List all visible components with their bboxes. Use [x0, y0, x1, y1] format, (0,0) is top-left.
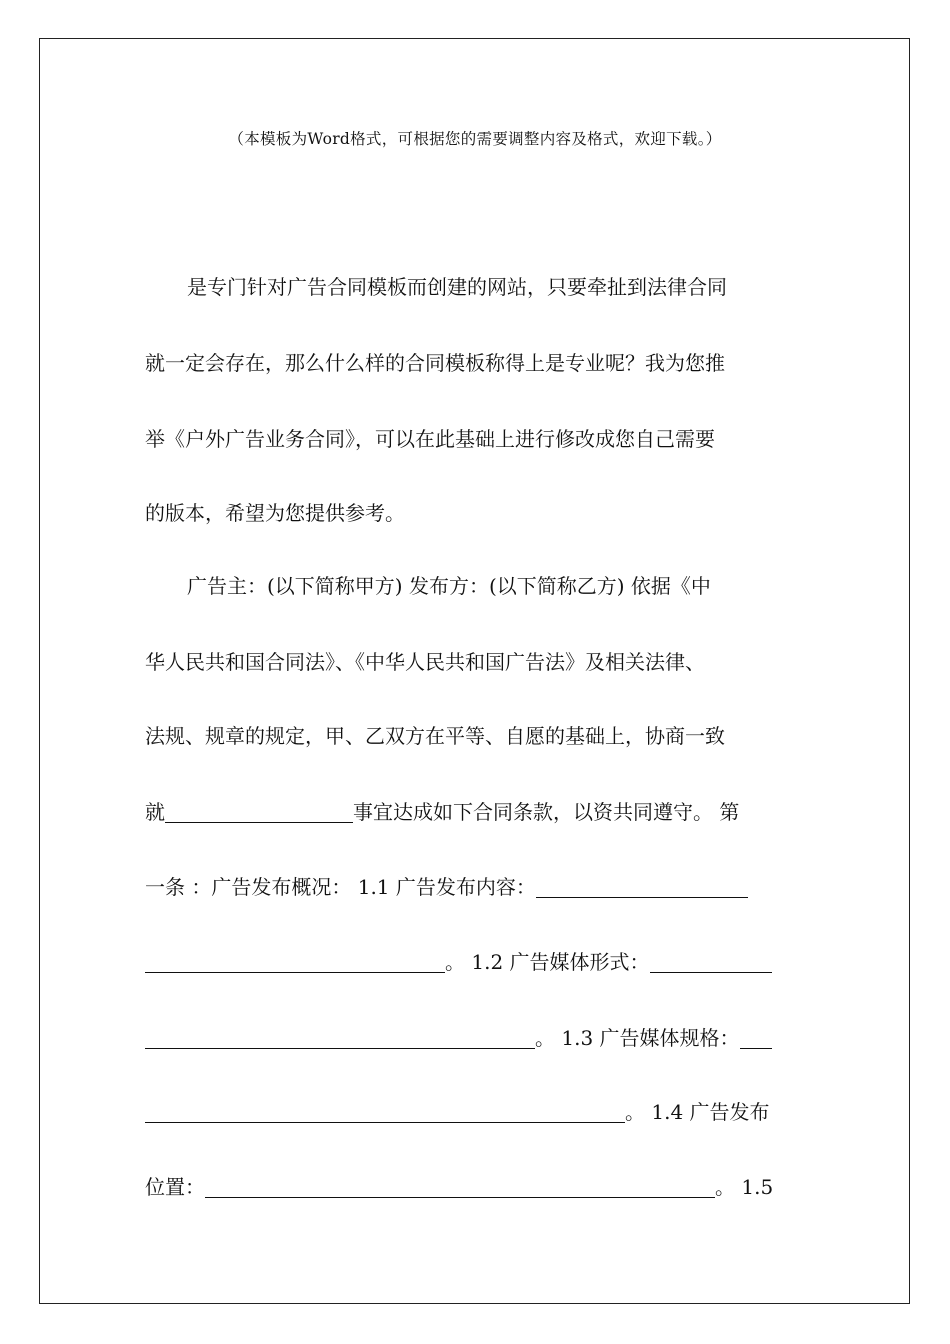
line-8-prefix: 就 — [145, 800, 165, 824]
body-line-10 — [145, 947, 805, 977]
fill-blank-media-form[interactable] — [650, 950, 772, 973]
line-13-prefix: 位置： — [145, 1175, 205, 1199]
fill-blank-ad-content[interactable] — [536, 875, 748, 898]
line-12-text: 。 1.4 广告发布 — [625, 1100, 770, 1124]
body-line-4: 的版本，希望为您提供参考。 — [145, 501, 405, 525]
body-line-9 — [145, 872, 805, 902]
body-line-11 — [145, 1023, 805, 1053]
body-line-6: 华人民共和国合同法》、《中华人民共和国广告法》及相关法律、 — [145, 650, 705, 674]
line-8-suffix: 事宜达成如下合同条款，以资共同遵守。 第 — [353, 800, 740, 824]
line-11-text: 。 1.3 广告媒体规格： — [535, 1026, 740, 1050]
body-line-5: 广告主：(以下简称甲方) 发布方：(以下简称乙方) 依据《中 — [187, 574, 711, 598]
fill-blank-subject[interactable] — [165, 800, 353, 823]
line-10-text: 。 1.2 广告媒体形式： — [445, 950, 650, 974]
template-note: （本模板为Word格式，可根据您的需要调整内容及格式，欢迎下载。） — [228, 130, 722, 148]
body-line-8 — [145, 797, 805, 827]
body-line-3: 举《户外广告业务合同》，可以在此基础上进行修改成您自己需要 — [145, 427, 715, 451]
line-13-suffix: 。 1.5 — [715, 1175, 774, 1199]
fill-blank-media-form-cont[interactable] — [145, 1026, 535, 1049]
body-line-13 — [145, 1172, 805, 1202]
fill-blank-media-spec-cont[interactable] — [145, 1100, 625, 1123]
body-line-2: 就一定会存在，那么什么样的合同模板称得上是专业呢？我为您推 — [145, 351, 725, 375]
body-line-1: 是专门针对广告合同模板而创建的网站，只要牵扯到法律合同 — [187, 275, 727, 299]
fill-blank-ad-content-cont[interactable] — [145, 950, 445, 973]
line-9-text: 一条 ：广告发布概况： 1.1 广告发布内容： — [145, 875, 536, 899]
fill-blank-location[interactable] — [205, 1175, 715, 1198]
body-line-12 — [145, 1097, 805, 1127]
fill-blank-media-spec[interactable] — [740, 1026, 772, 1049]
body-line-7: 法规、规章的规定，甲、乙双方在平等、自愿的基础上，协商一致 — [145, 724, 725, 748]
